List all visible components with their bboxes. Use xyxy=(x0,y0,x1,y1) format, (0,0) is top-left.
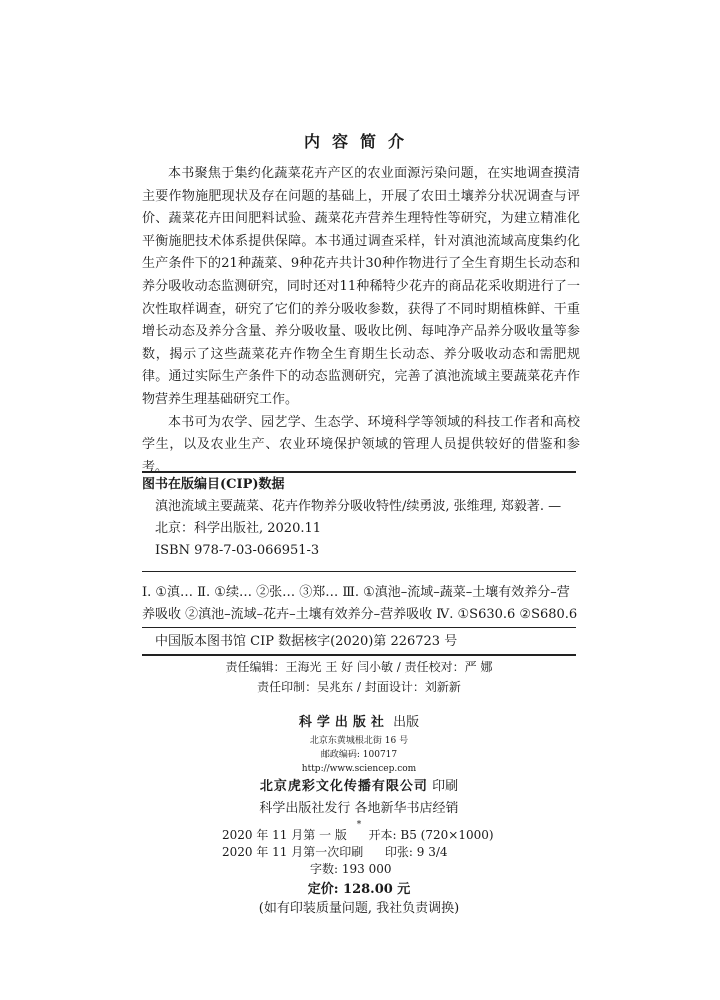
specs-row-1 xyxy=(222,827,522,844)
cip-library-number: 中国版本图书馆 CIP 数据核字(2020)第 226723 号 xyxy=(155,634,458,649)
specs-row-2 xyxy=(222,844,522,861)
publisher-website: http://www.sciencep.com xyxy=(301,764,417,774)
printer-suffix: 印刷 xyxy=(432,779,459,794)
book-format: 开本: B5 (720×1000) xyxy=(368,828,494,842)
cip-classification: Ⅰ. ①滇… Ⅱ. ①续… ②张… ③郑… Ⅲ. ①滇池–流域–蔬菜–土壤有效养分–营养吸收 ②滇池–流域–花卉–土壤有效养分–营养吸收 Ⅳ. ①S630.6 ②S680.6 xyxy=(142,585,578,622)
word-count: 字数: 193 000 xyxy=(310,862,392,876)
price-line xyxy=(142,878,576,897)
quality-note: (如有印装质量问题, 我社负责调换) xyxy=(258,901,460,916)
cip-isbn: ISBN 978-7-03-066951-3 xyxy=(155,543,320,558)
cip-lower-rule xyxy=(142,627,576,628)
credits-editors: 责任编辑：王海光 王 好 闫小敏 / 责任校对：严 娜 xyxy=(225,660,493,674)
printer-name: 北京虎彩文化传播有限公司 xyxy=(259,779,428,794)
publisher-suffix: 出版 xyxy=(393,715,420,730)
print-sheets: 印张: 9 3/4 xyxy=(384,845,448,859)
printer-line xyxy=(142,776,576,798)
imprint-block xyxy=(142,712,576,830)
edition-date: 2020 年 11 月第 一 版 xyxy=(222,828,347,842)
cip-top-rule xyxy=(142,471,576,473)
summary-paragraph-2: 本书可为农学、园艺学、生态学、环境科学等领域的科技工作者和高校学生，以及农业生产、农业环境保护领域的管理人员提供较好的借鉴和参考。 xyxy=(142,414,580,475)
specs-row-3 xyxy=(222,861,522,878)
cip-entry-line-2: 北京：科学出版社, 2020.11 xyxy=(155,521,322,536)
price-value: 128.00 元 xyxy=(343,882,411,897)
separator-star: * xyxy=(356,820,362,830)
cip-block xyxy=(142,474,578,562)
publisher-address: 北京东黄城根北街 16 号 xyxy=(309,736,409,746)
credits-production: 责任印制：吴兆东 / 封面设计：刘新新 xyxy=(257,680,461,694)
credits-block xyxy=(142,657,576,697)
price-label: 定价: xyxy=(307,882,339,897)
specs-block xyxy=(222,827,522,878)
summary-paragraph-1: 本书聚焦于集约化蔬菜花卉产区的农业面源污染问题，在实地调查摸清主要作物施肥现状及存在问题的基础上，开展了农田土壤养分状况调查与评价、蔬菜花卉田间肥料试验、蔬菜花卉营养生理特性等研究，为建立精准化平衡施肥技术体系提供保障。本书通过调查采样，针对滇池流域高度集约化生产条件下的21种蔬菜、9种花卉共计30种作物进行了全生育期生长动态和养分吸收动态监测研究，同时还对11种稀特少花卉的商品花采收期进行了一次性取样调查，研究了它们的养分吸收参数，获得了不同时期植株鲜、干重增长动态及养分含量、养分吸收量、吸收比例、每吨净产品养分吸收量等参数，揭示了这些蔬菜花卉作物全生育期生长动态、养分吸收动态和需肥规律。通过实际生产条件下的动态监测研究，完善了滇池流域主要蔬菜花卉作物营养生理基础研究工作。 xyxy=(142,166,580,407)
cip-entry-line-1: 滇池流域主要蔬菜、花卉作物养分吸收特性/续勇波, 张维理, 郑毅著. — xyxy=(155,499,562,514)
distribution-line: 科学出版社发行 各地新华书店经销 xyxy=(259,801,459,816)
printing-date: 2020 年 11 月第一次印刷 xyxy=(222,845,364,859)
publisher-line xyxy=(142,712,576,734)
credits-top-rule xyxy=(142,654,576,656)
page-title: 内容简介 xyxy=(303,132,416,151)
cip-heading: 图书在版编目(CIP)数据 xyxy=(142,477,285,492)
publisher-name: 科学出版社 xyxy=(298,715,389,730)
summary-section xyxy=(142,163,580,479)
cip-middle-rule xyxy=(142,571,576,572)
publisher-postcode: 邮政编码: 100717 xyxy=(320,750,398,760)
